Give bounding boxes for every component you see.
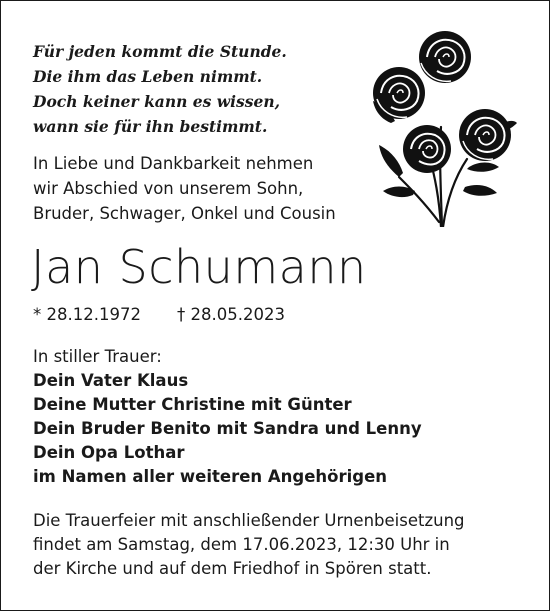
birth-date: * 28.12.1972 (33, 305, 141, 324)
intro-line: wir Abschied von unserem Sohn, (33, 179, 304, 198)
intro-text (33, 151, 336, 226)
service-line: findet am Samstag, dem 17.06.2023, 12:30 Uhr in (33, 535, 450, 554)
service-line: Die Trauerfeier mit anschließender Urnenbeisetzung (33, 511, 465, 530)
poem-line: Doch keiner kann es wissen, (33, 92, 280, 111)
poem (33, 39, 287, 139)
death-date: † 28.05.2023 (176, 305, 285, 324)
roses-illustration (369, 27, 517, 227)
mourners-block (33, 345, 422, 489)
mourner-line: im Namen aller weiteren Angehörigen (33, 467, 388, 486)
poem-line: Für jeden kommt die Stunde. (33, 42, 287, 61)
mourner-line: Dein Bruder Benito mit Sandra und Lenny (33, 419, 422, 438)
poem-line: wann sie für ihn bestimmt. (33, 117, 268, 136)
service-info (33, 509, 465, 581)
mourner-line: Dein Opa Lothar (33, 443, 185, 462)
service-line: der Kirche und auf dem Friedhof in Spören statt. (33, 559, 432, 578)
mourner-line: Deine Mutter Christine mit Günter (33, 395, 352, 414)
intro-line: In Liebe und Dankbarkeit nehmen (33, 154, 314, 173)
mourner-line: Dein Vater Klaus (33, 371, 189, 390)
life-dates (33, 303, 285, 327)
poem-line: Die ihm das Leben nimmt. (33, 67, 263, 86)
deceased-name: Jan Schumann (31, 240, 367, 294)
mourning-heading: In stiller Trauer: (33, 347, 162, 366)
intro-line: Bruder, Schwager, Onkel und Cousin (33, 204, 336, 223)
